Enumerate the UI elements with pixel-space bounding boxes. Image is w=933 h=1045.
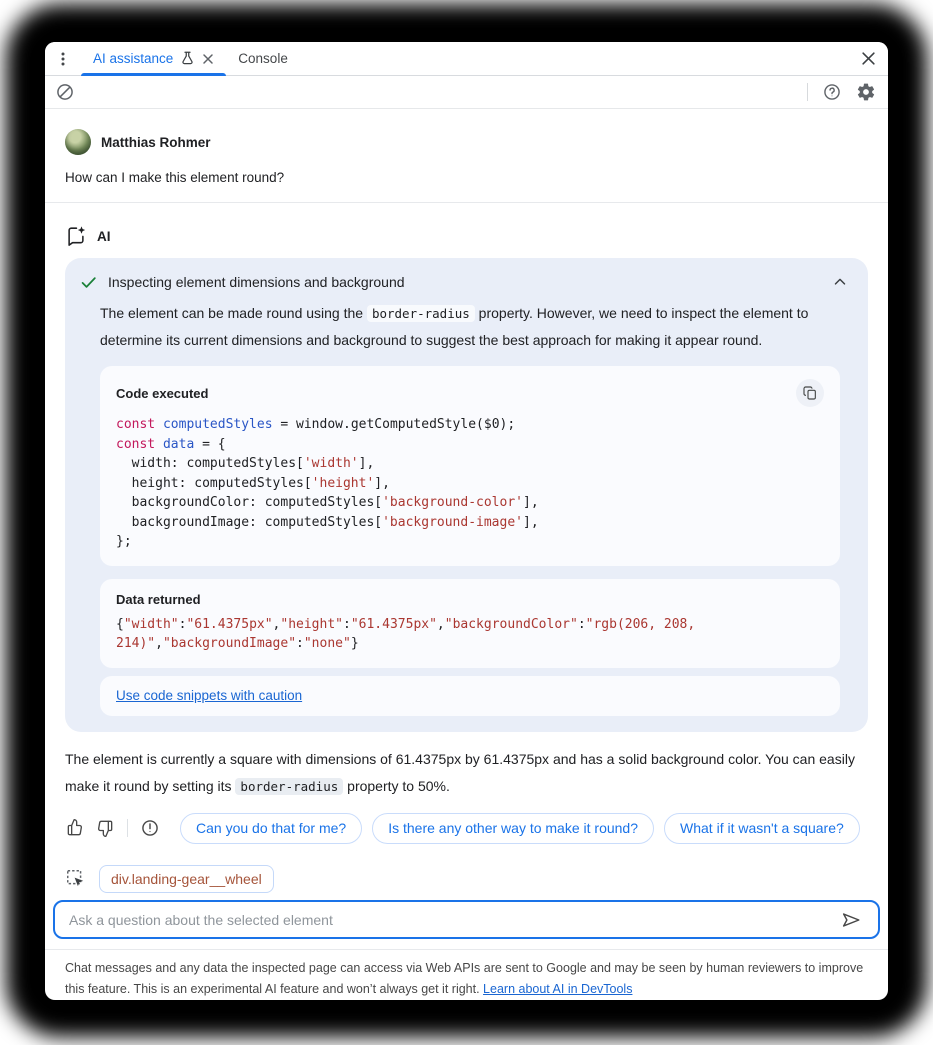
block-icon[interactable] [55, 82, 75, 102]
devtools-ai-assistance-panel [45, 42, 888, 1000]
code-executed-source[interactable]: const computedStyles = window.getComputedStyle($0); const data = { width: computedStyles['width'], height: computedStyles['height'], backgroundColor: computedStyles['background-color'], backgroundImage: computedStyles['background-image'], }; [116, 417, 539, 549]
data-returned-title: Data returned [116, 591, 201, 607]
code-executed-title: Code executed [116, 385, 209, 401]
data-returned-block [100, 579, 840, 668]
thumbs-up-icon[interactable] [65, 818, 85, 838]
checkmark-icon [79, 273, 98, 292]
composer-input-row [45, 900, 888, 939]
answer-text: property to 50%. [343, 777, 450, 794]
user-message-header [65, 129, 868, 155]
selected-element-chip[interactable]: div.landing-gear__wheel [99, 865, 274, 893]
tab-strip [45, 42, 888, 76]
suggestion-chip[interactable]: Can you do that for me? [180, 813, 362, 844]
inline-code: border-radius [235, 778, 343, 795]
ai-answer [65, 746, 868, 800]
thumbs-down-icon[interactable] [95, 818, 115, 838]
step-intro [100, 300, 840, 353]
tab-label: AI assistance [93, 51, 174, 66]
user-message-text: How can I make this element round? [65, 170, 285, 185]
answer-actions-row [65, 813, 888, 844]
step-body [100, 300, 840, 716]
data-returned-source[interactable]: {"width":"61.4375px","height":"61.4375px","backgroundColor":"rgb(206, 208, 214)","backgroundImage":"none"} [116, 616, 704, 651]
step-header[interactable] [79, 270, 852, 294]
ai-disclaimer [45, 949, 888, 1000]
tab-label: Console [238, 51, 288, 66]
step-intro-text: property. However, we need to inspect the element to determine its current dimensions and background to suggest the best approach for making it appear round. [100, 305, 809, 348]
suggestion-chip[interactable]: Is there any other way to make it round? [372, 813, 654, 844]
close-icon[interactable] [848, 42, 888, 75]
actions-divider [127, 819, 128, 837]
help-icon[interactable] [822, 82, 842, 102]
inline-code: border-radius [367, 305, 475, 322]
question-input[interactable] [69, 912, 830, 928]
composer-dock [45, 856, 888, 1000]
tab-ai-assistance[interactable] [81, 42, 226, 75]
selected-element-row [45, 856, 888, 900]
send-icon[interactable] [838, 907, 864, 933]
toolbar-divider [807, 83, 808, 101]
toolbar [45, 76, 888, 109]
user-name: Matthias Rohmer [101, 134, 211, 150]
ai-message-header [65, 225, 868, 247]
inspect-element-icon[interactable] [65, 868, 87, 890]
chat-conversation [45, 109, 888, 856]
gear-icon[interactable] [856, 82, 876, 102]
tab-console[interactable] [226, 42, 300, 75]
code-executed-block [100, 366, 840, 566]
step-intro-text: The element can be made round using the [100, 305, 367, 321]
tabbar-spacer [300, 42, 848, 75]
ai-label: AI [97, 228, 111, 244]
step-title: Inspecting element dimensions and background [108, 274, 405, 290]
learn-about-ai-link[interactable]: Learn about AI in DevTools [483, 982, 633, 996]
tab-close-icon[interactable] [202, 53, 214, 65]
message-divider [45, 202, 888, 203]
caution-strip [100, 676, 840, 716]
caution-link[interactable]: Use code snippets with caution [116, 687, 303, 703]
ai-step-card [65, 258, 868, 732]
avatar [65, 129, 91, 155]
rating-group [65, 818, 160, 838]
disclaimer-text: Chat messages and any data the inspected page can access via Web APIs are sent to Google and may be seen by human reviewers to improve this feature. This is an experimental AI feature and won’t always get it right. [65, 961, 864, 996]
copy-icon[interactable] [796, 379, 824, 407]
suggestion-chips [180, 813, 860, 844]
suggestion-chip[interactable]: What if it wasn't a square? [664, 813, 860, 844]
ai-sparkle-bubble-icon [65, 225, 87, 247]
kebab-menu-icon[interactable] [55, 51, 71, 67]
answer-text: The element is currently a square with dimensions of 61.4375px by 61.4375px and has a solid background color. You can easily make it round by setting its [65, 750, 855, 794]
flask-icon [180, 51, 195, 66]
report-icon[interactable] [140, 818, 160, 838]
chevron-up-icon[interactable] [828, 270, 852, 294]
composer-input-box [53, 900, 880, 939]
